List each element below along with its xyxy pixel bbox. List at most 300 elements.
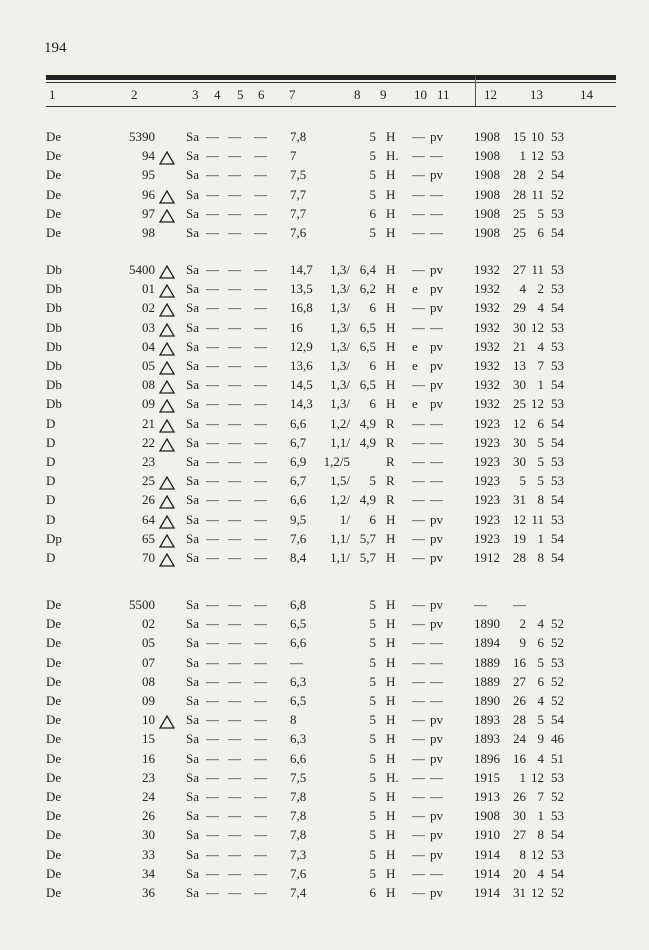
class-cell: Db: [46, 262, 62, 277]
table-row: [0, 827, 649, 846]
number-cell: 26: [142, 808, 155, 824]
year-cell: 1923: [474, 511, 500, 527]
magnitude-cell: 6,5: [290, 616, 307, 632]
magnitude-cell: 6,6: [290, 415, 307, 431]
triangle-icon: [159, 419, 175, 433]
number-cell: 02: [142, 300, 155, 316]
triangle-icon: [159, 190, 175, 204]
value-cell: 5: [369, 865, 376, 881]
table-row: [0, 693, 649, 712]
suffix-cell: 52: [551, 616, 564, 632]
suffix-cell: 54: [551, 550, 564, 565]
class-cell: Db: [46, 338, 62, 354]
magnitude-cell: 7,8: [290, 129, 307, 144]
value-cell: 6: [369, 396, 376, 412]
col5-cell: —: [228, 492, 241, 508]
value-cell: 5: [369, 167, 376, 183]
triangle-icon: [159, 534, 175, 548]
col4-cell: —: [206, 597, 219, 612]
month-cell: 6: [537, 673, 544, 689]
class-cell: De: [46, 769, 62, 785]
magnitude-cell: 7,8: [290, 789, 307, 804]
col10-cell: e: [412, 338, 418, 354]
year-cell: 1923: [474, 454, 500, 469]
ratio-cell: 1,1/: [330, 434, 350, 450]
month-cell: 4: [537, 300, 544, 316]
header-rule-bottom: [46, 106, 616, 107]
month-cell: 6: [537, 635, 544, 651]
year-cell: 1914: [474, 885, 500, 900]
type-cell: H: [386, 205, 396, 221]
col6-cell: —: [254, 358, 267, 373]
col5-cell: —: [228, 654, 241, 670]
magnitude-cell: 14,7: [290, 262, 313, 277]
col5-cell: —: [228, 281, 241, 297]
value-cell: 5: [369, 225, 376, 240]
sa-cell: Sa: [186, 319, 199, 335]
day-cell: 12: [513, 415, 526, 431]
month-cell: 10: [531, 129, 544, 144]
class-cell: De: [46, 789, 62, 804]
col10-cell: —: [412, 530, 425, 546]
sa-cell: Sa: [186, 865, 199, 881]
value-cell: 5: [369, 827, 376, 843]
magnitude-cell: 8,4: [290, 550, 307, 565]
magnitude-cell: 6,7: [290, 473, 307, 489]
class-cell: De: [46, 827, 62, 843]
triangle-icon: [159, 361, 175, 375]
day-cell: 24: [513, 731, 526, 747]
col4-cell: —: [206, 712, 219, 728]
magnitude-cell: 14,5: [290, 377, 313, 393]
ratio-cell: 1,2/: [330, 415, 350, 431]
month-cell: 2: [537, 167, 544, 183]
number-cell: 5390: [129, 129, 155, 144]
type-cell: H.: [386, 148, 399, 164]
number-cell: 70: [142, 550, 155, 565]
sa-cell: Sa: [186, 597, 199, 612]
day-cell: 27: [513, 827, 526, 843]
col6-cell: —: [254, 186, 267, 202]
day-cell: 1: [519, 148, 526, 164]
suffix-cell: 53: [551, 281, 564, 297]
col10-cell: —: [412, 769, 425, 785]
table-row: [0, 416, 649, 435]
col6-cell: —: [254, 654, 267, 670]
magnitude-cell: 6,5: [290, 693, 307, 708]
suffix-cell: 52: [551, 693, 564, 708]
header-rule-thick: [46, 75, 616, 80]
col6-cell: —: [254, 885, 267, 900]
type-cell: H: [386, 865, 396, 881]
sa-cell: Sa: [186, 225, 199, 240]
sa-cell: Sa: [186, 530, 199, 546]
col11-cell: pv: [430, 396, 443, 412]
class-cell: De: [46, 597, 62, 612]
col6-cell: —: [254, 338, 267, 354]
magnitude-cell: 9,5: [290, 511, 307, 527]
column-header: 11: [437, 87, 450, 102]
month-cell: 8: [537, 550, 544, 565]
column-header: 3: [192, 87, 199, 102]
col4-cell: —: [206, 616, 219, 632]
year-cell: 1932: [474, 281, 500, 297]
year-cell: 1923: [474, 492, 500, 508]
magnitude-cell: 7,6: [290, 530, 307, 546]
year-cell: 1932: [474, 300, 500, 316]
col10-cell: —: [412, 550, 425, 565]
magnitude-cell: 6,6: [290, 492, 307, 508]
col11-cell: pv: [430, 808, 443, 824]
day-cell: 19: [513, 530, 526, 546]
col6-cell: —: [254, 205, 267, 221]
suffix-cell: 53: [551, 808, 564, 824]
number-cell: 65: [142, 530, 155, 546]
col6-cell: —: [254, 808, 267, 824]
triangle-icon: [159, 342, 175, 356]
col5-cell: —: [228, 148, 241, 164]
type-cell: H: [386, 281, 396, 297]
month-cell: 12: [531, 148, 544, 164]
table-row: [0, 262, 649, 281]
col6-cell: —: [254, 492, 267, 508]
day-cell: 2: [519, 616, 526, 632]
suffix-cell: 54: [551, 434, 564, 450]
value-cell: 6: [369, 300, 376, 316]
magnitude-cell: 7,3: [290, 846, 307, 862]
day-cell: 9: [519, 635, 526, 651]
col10-cell: e: [412, 281, 418, 297]
day-cell: 28: [513, 167, 526, 183]
number-cell: 33: [142, 846, 155, 862]
col5-cell: —: [228, 635, 241, 651]
triangle-icon: [159, 380, 175, 394]
col6-cell: —: [254, 300, 267, 316]
day-cell: 28: [513, 186, 526, 202]
col5-cell: —: [228, 415, 241, 431]
col5-cell: —: [228, 319, 241, 335]
value-cell: 6: [369, 511, 376, 527]
ratio-cell: 1,2/5: [323, 454, 350, 469]
col4-cell: —: [206, 319, 219, 335]
col11-cell: pv: [430, 511, 443, 527]
year-cell: 1910: [474, 827, 500, 843]
col4-cell: —: [206, 396, 219, 412]
table-row: [0, 129, 649, 148]
table-row: [0, 339, 649, 358]
month-cell: 4: [537, 338, 544, 354]
col6-cell: —: [254, 167, 267, 183]
magnitude-cell: 6,6: [290, 750, 307, 766]
type-cell: H.: [386, 769, 399, 785]
suffix-cell: 54: [551, 415, 564, 431]
suffix-cell: 54: [551, 712, 564, 728]
class-cell: De: [46, 865, 62, 881]
type-cell: R: [386, 492, 395, 508]
number-cell: 04: [142, 338, 155, 354]
number-cell: 10: [142, 712, 155, 728]
class-cell: De: [46, 205, 62, 221]
sa-cell: Sa: [186, 808, 199, 824]
col11-cell: pv: [430, 262, 443, 277]
magnitude-cell: 13,6: [290, 358, 313, 373]
type-cell: H: [386, 167, 396, 183]
day-cell: 12: [513, 511, 526, 527]
day-cell: 26: [513, 693, 526, 708]
value-cell: 5: [369, 186, 376, 202]
suffix-cell: 53: [551, 129, 564, 144]
col10-cell: —: [412, 186, 425, 202]
col10-cell: —: [412, 865, 425, 881]
value-cell: 6: [369, 205, 376, 221]
column-header: 13: [530, 87, 543, 102]
value-cell: 5: [369, 597, 376, 612]
table-row: [0, 225, 649, 244]
col4-cell: —: [206, 262, 219, 277]
table-row: [0, 674, 649, 693]
type-cell: H: [386, 712, 396, 728]
ratio-cell: 1,5/: [330, 473, 350, 489]
col4-cell: —: [206, 654, 219, 670]
col6-cell: —: [254, 750, 267, 766]
sa-cell: Sa: [186, 673, 199, 689]
value-cell: 5: [369, 693, 376, 708]
col6-cell: —: [254, 148, 267, 164]
col4-cell: —: [206, 511, 219, 527]
suffix-cell: 53: [551, 319, 564, 335]
col10-cell: —: [412, 597, 425, 612]
table-row: [0, 616, 649, 635]
magnitude-cell: 6,7: [290, 434, 307, 450]
class-cell: De: [46, 148, 62, 164]
col5-cell: —: [228, 731, 241, 747]
magnitude-cell: 7,8: [290, 808, 307, 824]
col6-cell: —: [254, 377, 267, 393]
number-cell: 21: [142, 415, 155, 431]
col6-cell: —: [254, 262, 267, 277]
col6-cell: —: [254, 511, 267, 527]
table-row: [0, 770, 649, 789]
sa-cell: Sa: [186, 434, 199, 450]
suffix-cell: 53: [551, 454, 564, 469]
day-cell: 25: [513, 225, 526, 240]
value-cell: 5: [369, 635, 376, 651]
month-cell: 4: [537, 865, 544, 881]
type-cell: R: [386, 434, 395, 450]
sa-cell: Sa: [186, 377, 199, 393]
col4-cell: —: [206, 731, 219, 747]
col10-cell: —: [412, 300, 425, 316]
month-cell: 4: [537, 616, 544, 632]
triangle-icon: [159, 495, 175, 509]
suffix-cell: 53: [551, 846, 564, 862]
class-cell: D: [46, 415, 56, 431]
number-cell: 30: [142, 827, 155, 843]
value-cell: 6: [369, 358, 376, 373]
col11-cell: pv: [430, 377, 443, 393]
month-cell: 1: [537, 377, 544, 393]
col11-cell: —: [430, 789, 443, 804]
value-cell: 5: [369, 769, 376, 785]
column-header: 5: [237, 87, 244, 102]
class-cell: De: [46, 712, 62, 728]
year-cell: 1923: [474, 530, 500, 546]
col5-cell: —: [228, 205, 241, 221]
col5-cell: —: [228, 167, 241, 183]
col10-cell: —: [412, 492, 425, 508]
year-cell: 1908: [474, 148, 500, 164]
sa-cell: Sa: [186, 473, 199, 489]
class-cell: De: [46, 654, 62, 670]
col4-cell: —: [206, 358, 219, 373]
year-cell: 1932: [474, 319, 500, 335]
value-cell: 5,7: [359, 530, 376, 546]
day-cell: 8: [519, 846, 526, 862]
triangle-icon: [159, 303, 175, 317]
table-row: [0, 187, 649, 206]
col11-cell: pv: [430, 281, 443, 297]
col11-cell: pv: [430, 300, 443, 316]
suffix-cell: 53: [551, 396, 564, 412]
number-cell: 01: [142, 281, 155, 297]
type-cell: H: [386, 597, 396, 612]
col6-cell: —: [254, 415, 267, 431]
column-header: 10: [414, 87, 427, 102]
col10-cell: —: [412, 377, 425, 393]
table-row: [0, 473, 649, 492]
col11-cell: pv: [430, 885, 443, 900]
col5-cell: —: [228, 769, 241, 785]
col11-cell: —: [430, 148, 443, 164]
col11-cell: pv: [430, 530, 443, 546]
suffix-cell: 52: [551, 789, 564, 804]
col11-cell: pv: [430, 750, 443, 766]
suffix-cell: 54: [551, 530, 564, 546]
ratio-cell: 1,3/: [330, 319, 350, 335]
col6-cell: —: [254, 281, 267, 297]
type-cell: H: [386, 319, 396, 335]
col6-cell: —: [254, 865, 267, 881]
sa-cell: Sa: [186, 454, 199, 469]
number-cell: 97: [142, 205, 155, 221]
class-cell: D: [46, 434, 56, 450]
column-header: 12: [484, 87, 497, 102]
column-header: 9: [380, 87, 387, 102]
year-cell: 1923: [474, 415, 500, 431]
class-cell: D: [46, 511, 56, 527]
number-cell: 98: [142, 225, 155, 240]
col4-cell: —: [206, 434, 219, 450]
col11-cell: pv: [430, 550, 443, 565]
table-row: [0, 377, 649, 396]
col10-cell: —: [412, 129, 425, 144]
month-cell: 7: [537, 358, 544, 373]
type-cell: H: [386, 827, 396, 843]
suffix-cell: 53: [551, 205, 564, 221]
year-cell: 1932: [474, 338, 500, 354]
year-cell: 1932: [474, 396, 500, 412]
suffix-cell: 54: [551, 167, 564, 183]
sa-cell: Sa: [186, 262, 199, 277]
table-row: [0, 148, 649, 167]
table-row: [0, 358, 649, 377]
number-cell: 08: [142, 673, 155, 689]
col4-cell: —: [206, 473, 219, 489]
number-cell: 94: [142, 148, 155, 164]
type-cell: H: [386, 789, 396, 804]
value-cell: 5: [369, 750, 376, 766]
day-cell: 28: [513, 712, 526, 728]
col11-cell: pv: [430, 358, 443, 373]
col11-cell: —: [430, 434, 443, 450]
class-cell: De: [46, 635, 62, 651]
type-cell: H: [386, 358, 396, 373]
sa-cell: Sa: [186, 396, 199, 412]
col6-cell: —: [254, 789, 267, 804]
col11-cell: —: [430, 673, 443, 689]
number-cell: 02: [142, 616, 155, 632]
table-row: [0, 492, 649, 511]
col11-cell: pv: [430, 597, 443, 612]
magnitude-cell: 16,8: [290, 300, 313, 316]
col5-cell: —: [228, 530, 241, 546]
value-cell: 5: [369, 654, 376, 670]
col5-cell: —: [228, 673, 241, 689]
class-cell: De: [46, 846, 62, 862]
col10-cell: —: [412, 673, 425, 689]
ratio-cell: 1/: [339, 511, 350, 527]
col4-cell: —: [206, 846, 219, 862]
col11-cell: —: [430, 473, 443, 489]
day-cell: 1: [519, 769, 526, 785]
magnitude-cell: —: [290, 654, 303, 670]
col5-cell: —: [228, 616, 241, 632]
ratio-cell: 1,3/: [330, 300, 350, 316]
col11-cell: —: [430, 492, 443, 508]
col5-cell: —: [228, 885, 241, 900]
year-cell: 1889: [474, 654, 500, 670]
day-cell: 5: [519, 473, 526, 489]
year-cell: 1923: [474, 434, 500, 450]
col5-cell: —: [228, 827, 241, 843]
type-cell: H: [386, 654, 396, 670]
ratio-cell: 1,2/: [330, 492, 350, 508]
sa-cell: Sa: [186, 885, 199, 900]
col5-cell: —: [228, 377, 241, 393]
col5-cell: —: [228, 597, 241, 612]
col10-cell: —: [412, 712, 425, 728]
col4-cell: —: [206, 415, 219, 431]
ratio-cell: 1,3/: [330, 262, 350, 277]
type-cell: R: [386, 454, 395, 469]
col6-cell: —: [254, 731, 267, 747]
col5-cell: —: [228, 846, 241, 862]
magnitude-cell: 14,3: [290, 396, 313, 412]
col10-cell: —: [412, 434, 425, 450]
col10-cell: —: [412, 262, 425, 277]
year-cell: 1893: [474, 712, 500, 728]
year-cell: 1914: [474, 846, 500, 862]
col11-cell: —: [430, 635, 443, 651]
suffix-cell: 53: [551, 358, 564, 373]
col10-cell: —: [412, 205, 425, 221]
suffix-cell: 54: [551, 225, 564, 240]
year-cell: 1908: [474, 129, 500, 144]
day-cell: 31: [513, 885, 526, 900]
number-cell: 36: [142, 885, 155, 900]
col10-cell: —: [412, 319, 425, 335]
col5-cell: —: [228, 434, 241, 450]
